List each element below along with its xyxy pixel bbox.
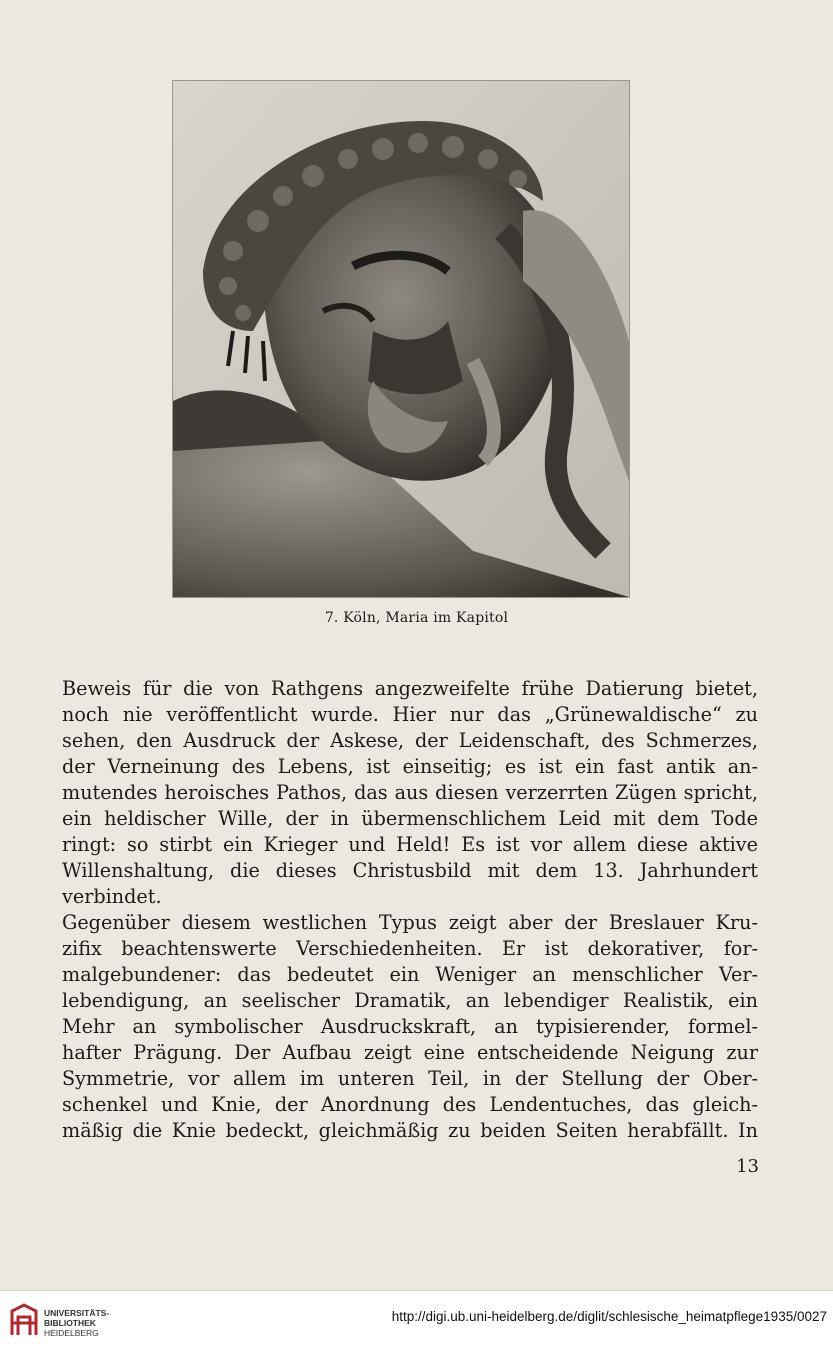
text-line: hafter Prägung. Der Aufbau zeigt eine entscheidende Neigung zur [62, 1041, 758, 1064]
logo-line: BIBLIOTHEK [44, 1318, 96, 1328]
body-text [62, 676, 758, 1144]
text-line: Gegenüber diesem westlichen Typus zeigt aber der Breslauer Kru- [62, 911, 758, 934]
text-line: mäßig die Knie bedeckt, gleichmäßig zu beiden Seiten herabfällt. In [62, 1119, 758, 1142]
logo-line: HEIDELBERG [44, 1328, 99, 1338]
text-line: malgebundener: das bedeutet ein Weniger an menschlicher Ver- [62, 963, 758, 986]
text-line: lebendigung, an seelischer Dramatik, an lebendiger Realistik, ein [62, 989, 758, 1012]
library-logo[interactable] [8, 1299, 138, 1341]
text-line: mutendes heroisches Pathos, das aus diesen verzerrten Zügen spricht, [62, 781, 758, 804]
logo-line: UNIVERSITÄTS- [44, 1308, 110, 1318]
text-line: zifix beachtenswerte Verschiedenheiten. Er ist dekorativer, for- [62, 937, 758, 960]
text-line: Mehr an symbolischer Ausdruckskraft, an typisierender, formel- [62, 1015, 758, 1038]
text-line: verbindet. [62, 885, 162, 908]
text-line: sehen, den Ausdruck der Askese, der Leidenschaft, des Schmerzes, [62, 729, 758, 752]
permalink-url[interactable]: http://digi.ub.uni-heidelberg.de/diglit/schlesische_heimatpflege1935/0027 [391, 1309, 827, 1324]
library-logo-icon [8, 1301, 40, 1339]
text-line: der Verneinung des Lebens, ist einseitig; es ist ein fast antik an- [62, 755, 758, 778]
library-logo-text [44, 1308, 138, 1338]
text-line: ringt: so stirbt ein Krieger und Held! Es ist vor allem diese aktive [62, 833, 758, 856]
text-line: ein heldischer Wille, der in übermenschlichem Leid mit dem Tode [62, 807, 758, 830]
sculpture-photograph [172, 80, 630, 598]
page-number: 13 [736, 1156, 759, 1177]
text-line: Symmetrie, vor allem im unteren Teil, in der Stellung der Ober- [62, 1067, 758, 1090]
text-line: Beweis für die von Rathgens angezweifelte frühe Datierung bietet, [62, 677, 758, 700]
text-line: Willenshaltung, die dieses Christusbild mit dem 13. Jahrhundert [62, 859, 758, 882]
viewer-footer [0, 1290, 833, 1349]
text-line: noch nie veröffentlicht wurde. Hier nur das „Grünewaldische“ zu [62, 703, 758, 726]
figure-caption: 7. Köln, Maria im Kapitol [324, 610, 509, 626]
text-line: schenkel und Knie, der Anordnung des Lendentuches, das gleich- [62, 1093, 758, 1116]
